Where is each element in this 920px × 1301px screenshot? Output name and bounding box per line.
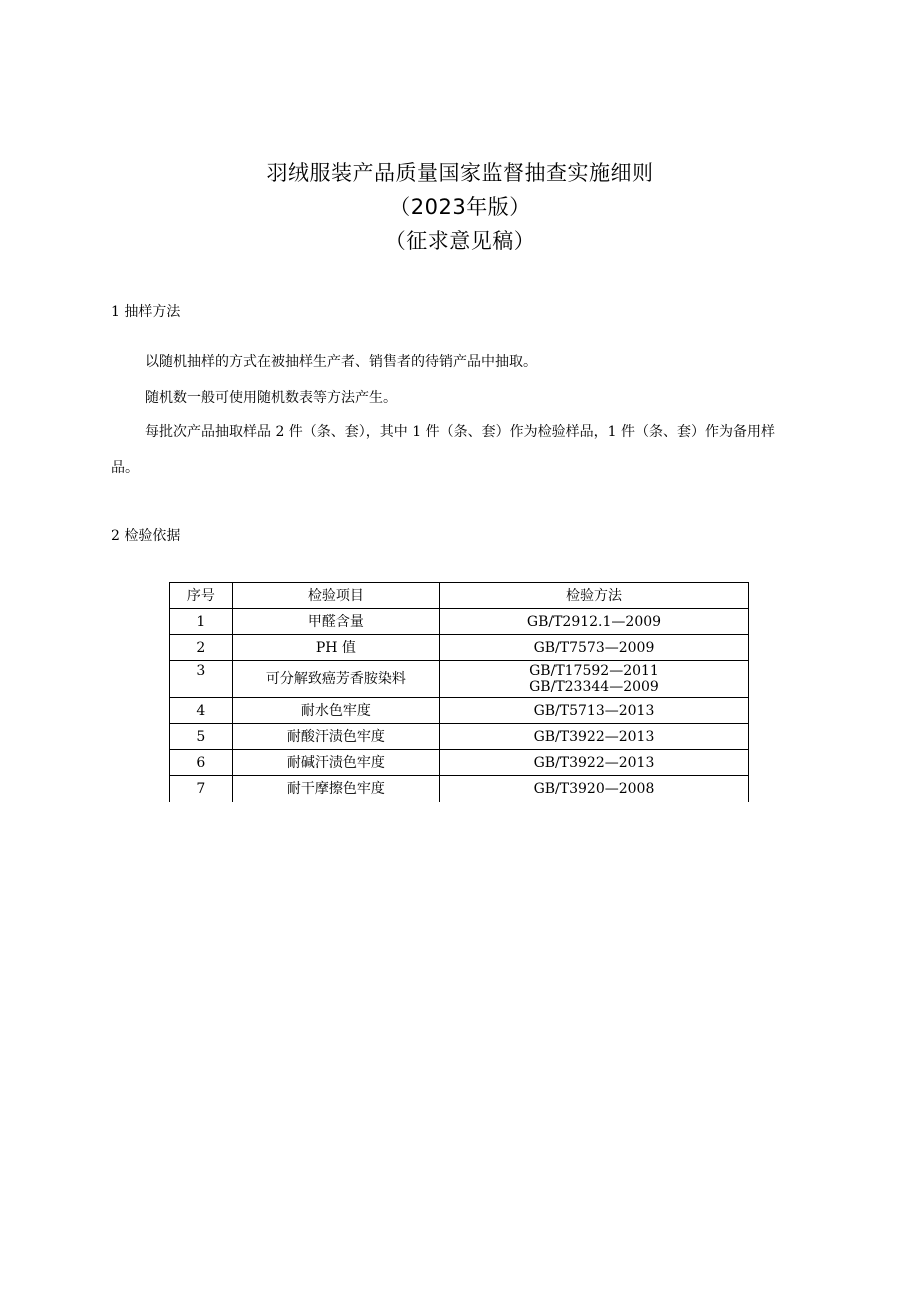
table-row [170, 609, 749, 635]
row-method: GB/T3920—2008 [439, 776, 748, 802]
row-no: 6 [170, 750, 233, 776]
row-no: 3 [170, 661, 233, 698]
row-method: GB/T2912.1—2009 [439, 609, 748, 635]
sampling-paragraph-3: 每批次产品抽取样品 2 件（条、套），其中 1 件（条、套）作为检验样品，1 件（条、套）作为备用样品。 [111, 424, 775, 476]
method-line: GB/T23344—2009 [529, 679, 659, 695]
header-item: 检验项目 [232, 583, 439, 609]
table-row [170, 724, 749, 750]
row-item: 甲醛含量 [232, 609, 439, 635]
row-no: 4 [170, 698, 233, 724]
sampling-paragraph-1: 以随机抽样的方式在被抽样生产者、销售者的待销产品中抽取。 [145, 354, 537, 370]
table-row [170, 750, 749, 776]
table-row [170, 661, 749, 698]
row-method [439, 661, 748, 698]
sampling-paragraph-2: 随机数一般可使用随机数表等方法产生。 [145, 390, 397, 406]
row-item: PH 值 [232, 635, 439, 661]
row-item: 耐酸汗渍色牢度 [232, 724, 439, 750]
row-item: 可分解致癌芳香胺染料 [232, 661, 439, 698]
table-header-row [170, 583, 749, 609]
title-edition: （2023年版） [389, 195, 531, 219]
title-main: 羽绒服装产品质量国家监督抽查实施细则 [266, 161, 654, 185]
header-no: 序号 [170, 583, 233, 609]
row-no: 5 [170, 724, 233, 750]
method-line: GB/T17592—2011 [529, 663, 659, 679]
row-item: 耐碱汗渍色牢度 [232, 750, 439, 776]
row-item: 耐水色牢度 [232, 698, 439, 724]
header-method: 检验方法 [439, 583, 748, 609]
table-row [170, 776, 749, 802]
row-no: 1 [170, 609, 233, 635]
document-title [0, 156, 920, 258]
row-item: 耐干摩擦色牢度 [232, 776, 439, 802]
row-no: 7 [170, 776, 233, 802]
row-no: 2 [170, 635, 233, 661]
row-method: GB/T3922—2013 [439, 750, 748, 776]
row-method: GB/T5713—2013 [439, 698, 748, 724]
table-row [170, 635, 749, 661]
row-method: GB/T3922—2013 [439, 724, 748, 750]
row-method: GB/T7573—2009 [439, 635, 748, 661]
title-draft-note: （征求意见稿） [384, 229, 536, 253]
inspection-table [169, 582, 749, 802]
section-heading-sampling: 1 抽样方法 [111, 304, 181, 320]
section-heading-basis: 2 检验依据 [111, 528, 181, 544]
table-row [170, 698, 749, 724]
